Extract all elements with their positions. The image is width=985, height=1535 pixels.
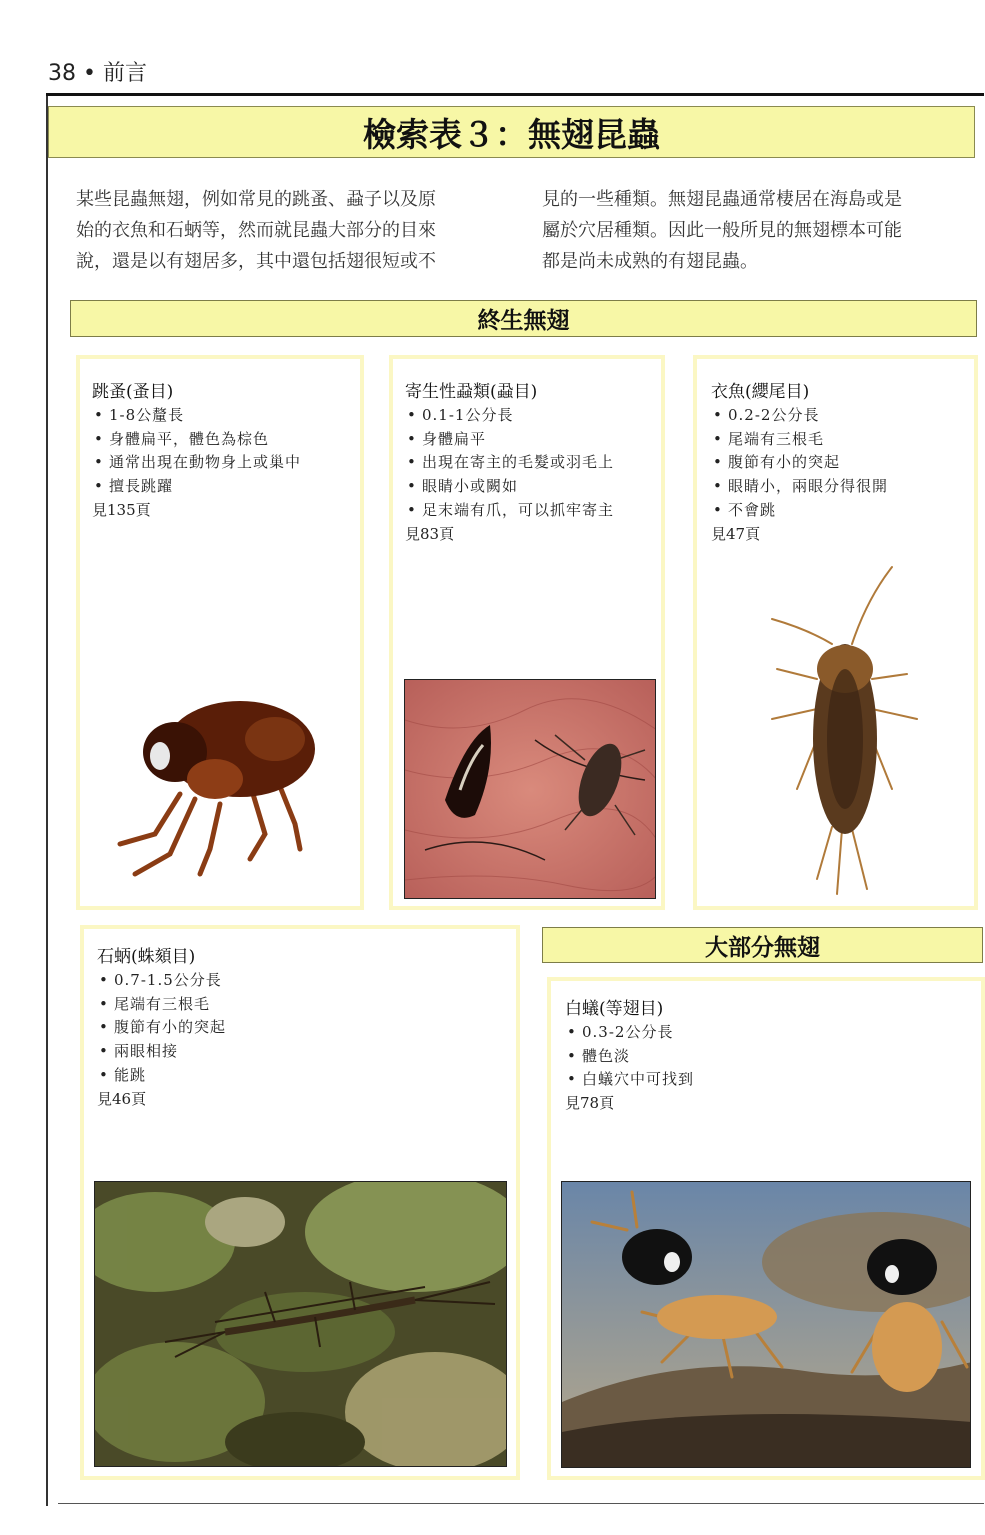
lice-photo	[404, 679, 656, 899]
card-bristletail	[80, 925, 520, 1480]
fact-item: • 0.7-1.5公分長	[97, 969, 226, 993]
flea-illustration	[100, 684, 320, 884]
card-lice	[389, 355, 665, 910]
frame-left-rule	[46, 96, 48, 1506]
bristletail-photo	[94, 1181, 507, 1467]
intro-line: 說，還是以有翅居多，其中還包括翅很短或不	[76, 251, 436, 272]
fact-item: • 尾端有三根毛	[711, 428, 888, 452]
fact-item: • 不會跳	[711, 499, 888, 523]
fact-item: • 尾端有三根毛	[97, 993, 226, 1017]
card-title: 白蟻(等翅目)	[565, 999, 664, 1019]
card-silverfish	[693, 355, 978, 910]
fact-item: • 眼睛小，兩眼分得很開	[711, 475, 888, 499]
page-header	[48, 56, 147, 87]
fact-item: • 體色淡	[565, 1045, 694, 1069]
fact-item: • 腹節有小的突起	[711, 451, 888, 475]
page-reference: 見83頁	[405, 524, 455, 543]
fact-item: • 身體扁平，體色為棕色	[92, 428, 301, 452]
intro-line: 始的衣魚和石蛃等，然而就昆蟲大部分的目來	[76, 220, 436, 241]
fact-item: • 0.2-2公分長	[711, 404, 888, 428]
page-reference: 見47頁	[711, 524, 761, 543]
fact-item: • 兩眼相接	[97, 1040, 226, 1064]
fact-item: • 0.1-1公分長	[405, 404, 614, 428]
intro-column-right	[542, 184, 962, 277]
frame-bottom-rule	[58, 1503, 984, 1504]
card-title: 石蛃(蛛頦目)	[97, 947, 196, 967]
page-reference: 見135頁	[92, 500, 151, 519]
fact-item: • 能跳	[97, 1064, 226, 1088]
fact-item: • 身體扁平	[405, 428, 614, 452]
fact-item: • 出現在寄主的毛髮或羽毛上	[405, 451, 614, 475]
card-title: 跳蚤(蚤目)	[92, 382, 174, 402]
fact-item: • 擅長跳躍	[92, 475, 301, 499]
card-flea	[76, 355, 364, 910]
intro-line: 見的一些種類。無翅昆蟲通常棲居在海島或是	[542, 189, 902, 210]
intro-line: 某些昆蟲無翅，例如常見的跳蚤、蝨子以及原	[76, 189, 436, 210]
page-reference: 見46頁	[97, 1089, 147, 1108]
section-mostly-wingless: 大部分無翅	[542, 927, 983, 963]
fact-item: • 白蟻穴中可找到	[565, 1068, 694, 1092]
page-number: 38	[48, 61, 76, 86]
page-reference: 見78頁	[565, 1094, 615, 1113]
fact-item: • 眼睛小或闕如	[405, 475, 614, 499]
fact-item: • 通常出現在動物身上或巢中	[92, 451, 301, 475]
card-title: 寄生性蝨類(蝨目)	[405, 382, 538, 402]
silverfish-illustration	[757, 559, 927, 904]
termite-photo	[561, 1181, 971, 1468]
intro-line: 屬於穴居種類。因此一般所見的無翅標本可能	[542, 220, 902, 241]
fact-item: • 腹節有小的突起	[97, 1016, 226, 1040]
card-termite	[547, 977, 985, 1480]
intro-line: 都是尚未成熟的有翅昆蟲。	[542, 251, 758, 272]
intro-column-left	[76, 184, 496, 277]
chapter-title: 前言	[102, 61, 147, 86]
fact-item: • 0.3-2公分長	[565, 1021, 694, 1045]
header-separator: •	[83, 61, 96, 86]
fact-item: • 足末端有爪，可以抓牢寄主	[405, 499, 614, 523]
header-rule	[46, 93, 984, 96]
card-title: 衣魚(纓尾目)	[711, 382, 810, 402]
section-lifelong-wingless: 終生無翅	[70, 300, 977, 337]
page-title: 檢索表３：無翅昆蟲	[48, 106, 975, 158]
fact-item: • 1-8公釐長	[92, 404, 301, 428]
